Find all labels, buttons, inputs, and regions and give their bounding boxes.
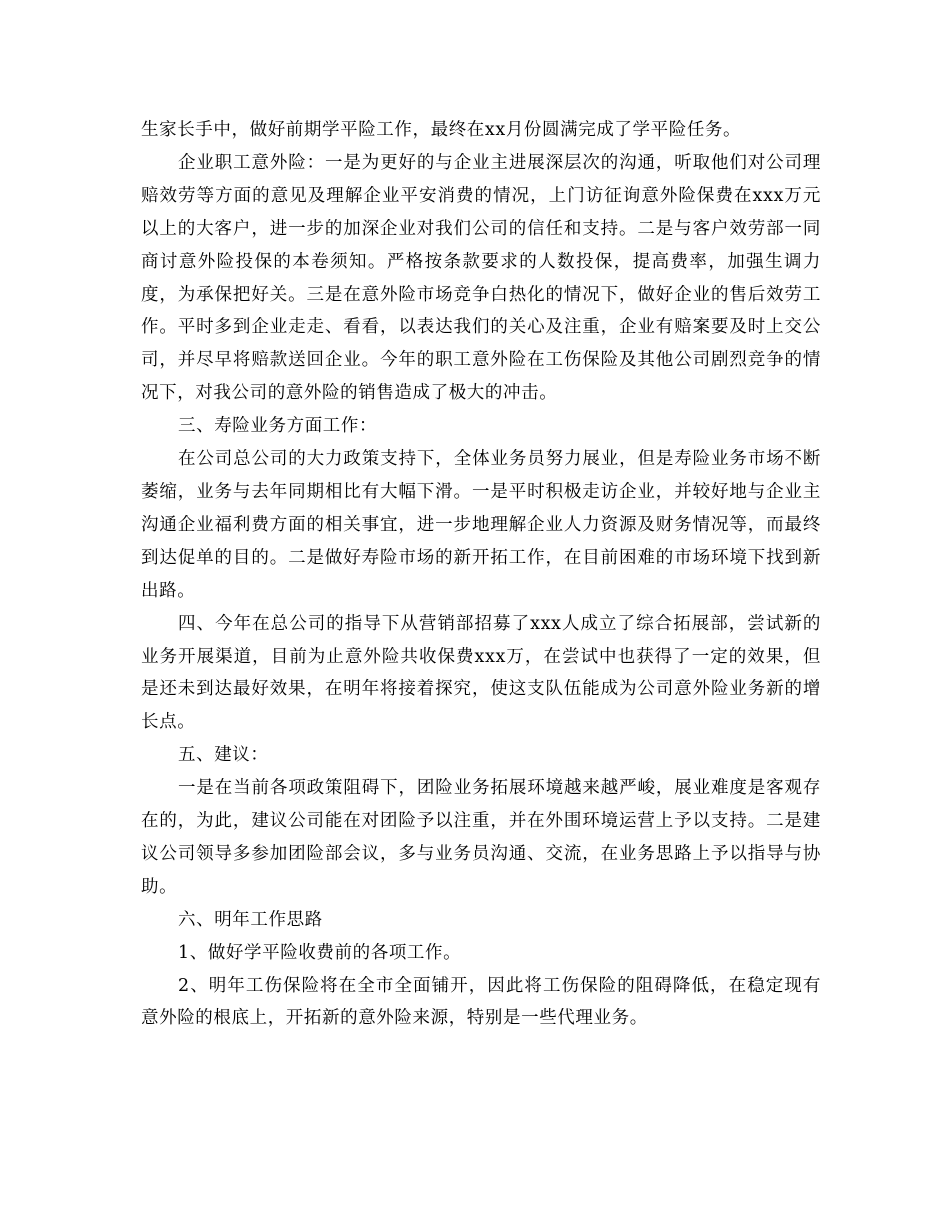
plan-item-1: 1、做好学平险收费前的各项工作。	[178, 942, 462, 963]
heading-suggestions: 五、建议：	[178, 745, 269, 766]
paragraph-life-insurance: 在公司总公司的大力政策支持下，全体业务员努力展业，但是寿险业务市场不断萎缩，业务与去年同期相比有大幅下滑。一是平时积极走访企业，并较好地与企业主沟通企业福利费方面的相关事宜，进一步地理解企业人力资源及财务情况等，而最终到达促单的目的。二是做好寿险市场的新开拓工作，在目前困难的市场环境下找到新出路。	[141, 449, 821, 601]
paragraph-suggestions: 一是在当前各项政策阻碍下，团险业务拓展环境越来越严峻，展业难度是客观存在的，为此，建议公司能在对团险予以注重，并在外围环境运营上予以支持。二是建议公司领导多参加团险部会议，多与业务员沟通、交流，在业务思路上予以指导与协助。	[141, 778, 821, 897]
paragraph-employee-accident-insurance: 企业职工意外险：一是为更好的与企业主进展深层次的沟通，听取他们对公司理赔效劳等方面的意见及理解企业平安消费的情况，上门访征询意外险保费在xxx万元以上的大客户，进一步的加深企业对我们公司的信任和支持。二是与客户效劳部一同商讨意外险投保的本卷须知。严格按条款要求的人数投保，提高费率，加强生调力度，为承保把好关。三是在意外险市场竞争白热化的情况下，做好企业的售后效劳工作。平时多到企业走走、看看，以表达我们的关心及注重，企业有赔案要及时上交公司，并尽早将赔款送回企业。今年的职工意外险在工伤保险及其他公司剧烈竞争的情况下，对我公司的意外险的销售造成了极大的冲击。	[141, 152, 821, 404]
heading-life-insurance: 三、寿险业务方面工作：	[178, 416, 378, 437]
paragraph-expansion-department: 四、今年在总公司的指导下从营销部招募了xxx人成立了综合拓展部，尝试新的业务开展渠道，目前为止意外险共收保费xxx万，在尝试中也获得了一定的效果，但是还未到达最好效果，在明年将接着探究，使这支队伍能成为公司意外险业务新的增长点。	[141, 613, 821, 733]
plan-item-2: 2、明年工伤保险将在全市全面铺开，因此将工伤保险的阻碍降低，在稳定现有意外险的根底上，开拓新的意外险来源，特别是一些代理业务。	[141, 975, 821, 1029]
document-body	[141, 114, 821, 1035]
paragraph-1: 生家长手中，做好前期学平险工作，最终在xx月份圆满完成了学平险任务。	[141, 120, 742, 140]
heading-next-year-plan: 六、明年工作思路	[178, 909, 323, 930]
